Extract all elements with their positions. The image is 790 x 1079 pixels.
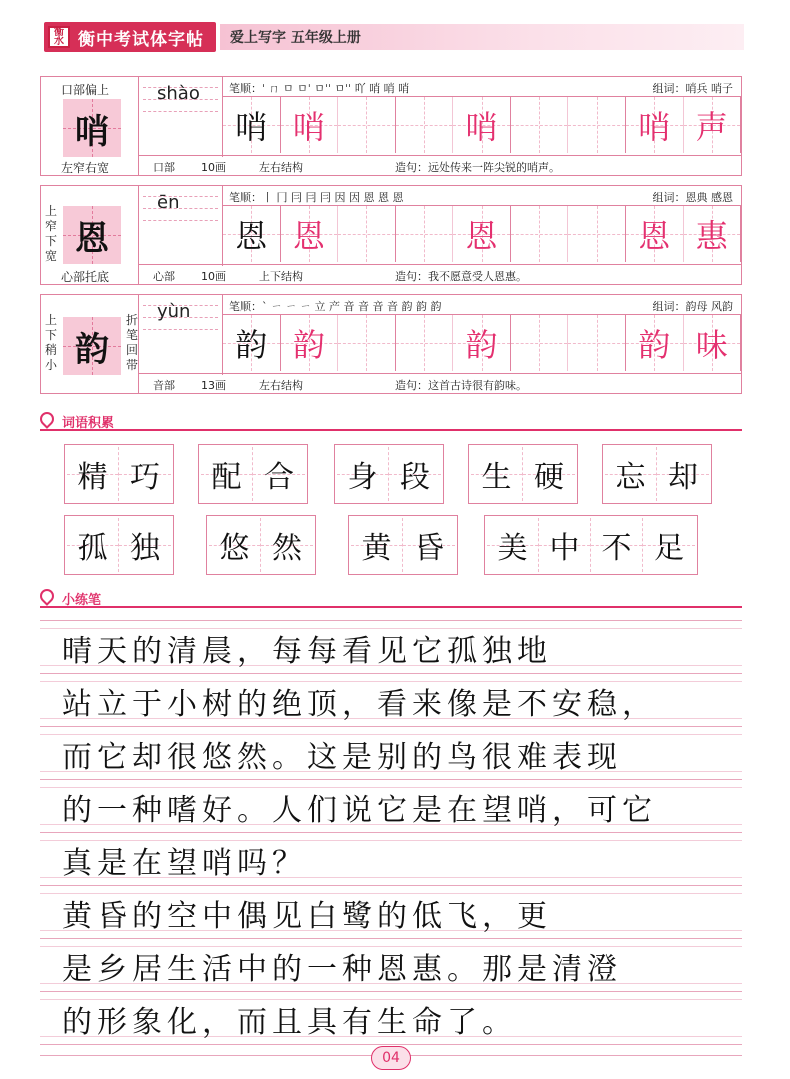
stroke-label: 笔顺：	[229, 191, 262, 204]
tracing-cell[interactable]	[396, 315, 454, 371]
vocab-word-box	[206, 515, 316, 575]
section-divider	[40, 429, 742, 431]
stroke-count: 10画	[201, 161, 226, 174]
pinyin-column	[139, 77, 223, 157]
tracing-cell[interactable]: 恩	[626, 206, 684, 262]
word-examples: 组词：韵母 风韵	[652, 300, 733, 313]
stroke-order: ˋ ㄧ ㄧ ㄧ 立 产 音 音 音 音 韵 韵 韵	[262, 300, 442, 313]
tracing-cell[interactable]	[396, 97, 454, 153]
tracing-cell[interactable]: 声	[684, 97, 742, 153]
passage-line: 的形象化，而且具有生命了。	[62, 1005, 517, 1040]
vocab-word-box	[334, 444, 444, 504]
tracing-cell[interactable]	[338, 315, 396, 371]
structure: 左右结构	[259, 161, 303, 174]
tracing-cell[interactable]: 哨	[453, 97, 511, 153]
vocab-word-box	[64, 515, 174, 575]
character-block	[40, 76, 742, 176]
model-character: 哨	[63, 99, 121, 157]
tracing-cell[interactable]: 韵	[281, 315, 339, 371]
section-divider	[40, 606, 742, 608]
vocab-char-cell: 美	[487, 518, 539, 572]
vocab-char-cell: 段	[389, 447, 441, 501]
stroke-order: ˈ ㄇ ㅁ ㅁˈ ㅁˈˈ ㅁˈˈ 吖 哨 哨 哨	[262, 82, 410, 95]
structure: 上下结构	[259, 270, 303, 283]
pinyin-column	[139, 295, 223, 375]
stroke-label: 笔顺：	[229, 300, 262, 313]
vocab-char-cell: 足	[643, 518, 695, 572]
model-character: 韵	[63, 317, 121, 375]
vocab-word-box	[348, 515, 458, 575]
pinyin-column	[139, 186, 223, 266]
vocab-char-cell: 不	[591, 518, 643, 572]
stroke-order: 丨 冂 冃 冃 冃 因 因 恩 恩 恩	[262, 191, 404, 204]
vocab-char-cell: 配	[201, 447, 253, 501]
vocab-word-box	[468, 444, 578, 504]
passage-line: 的一种嗜好。人们说它是在望哨，可它	[62, 793, 657, 828]
tracing-grid	[223, 206, 741, 262]
vocab-char-cell: 生	[471, 447, 523, 501]
tip-bottom: 左窄右宽	[61, 161, 110, 175]
page-header	[44, 22, 744, 52]
character-model-column	[41, 295, 139, 393]
passage-line: 真是在望哨吗？	[62, 846, 307, 881]
tip-bottom: 心部托底	[61, 270, 110, 284]
tracing-cell[interactable]: 哨	[281, 97, 339, 153]
vocab-char-cell: 却	[657, 447, 709, 501]
header-logo	[44, 22, 216, 52]
pinyin: shào	[157, 83, 200, 104]
model-character: 恩	[63, 206, 121, 264]
radical: 心部	[153, 270, 175, 283]
character-info-row	[139, 264, 741, 284]
vocab-char-cell: 忘	[605, 447, 657, 501]
vocab-char-cell: 悠	[209, 518, 261, 572]
tracing-cell[interactable]: 恩	[223, 206, 281, 262]
passage-line: 而它却很悠然。这是别的鸟很难表现	[62, 740, 622, 775]
character-info-row	[139, 155, 741, 175]
header-title: 衡中考试体字帖	[78, 29, 204, 50]
stroke-count: 10画	[201, 270, 226, 283]
vocab-word-box	[198, 444, 308, 504]
character-block	[40, 185, 742, 285]
tip-right: 折笔回带	[125, 313, 138, 372]
tracing-cell[interactable]: 哨	[626, 97, 684, 153]
vocab-char-cell: 精	[67, 447, 119, 501]
tracing-cell[interactable]: 韵	[626, 315, 684, 371]
vocab-char-cell: 然	[261, 518, 313, 572]
tracing-cell[interactable]	[396, 206, 454, 262]
structure: 左右结构	[259, 379, 303, 392]
character-block	[40, 294, 742, 394]
vocab-char-cell: 身	[337, 447, 389, 501]
example-sentence: 造句：远处传来一阵尖锐的哨声。	[395, 161, 560, 174]
tracing-cell[interactable]: 惠	[684, 206, 742, 262]
passage-line: 黄昏的空中偶见白鹭的低飞，更	[62, 899, 552, 934]
character-model-column	[41, 186, 139, 284]
page-number: 04	[371, 1046, 411, 1070]
passage-line: 站立于小树的绝顶，看来像是不安稳，	[62, 687, 657, 722]
tracing-cell[interactable]: 恩	[281, 206, 339, 262]
vocab-char-cell: 中	[539, 518, 591, 572]
stroke-order-row	[223, 295, 741, 315]
tip-left: 上下稍小	[44, 313, 57, 372]
word-examples: 组词：哨兵 哨子	[652, 82, 733, 95]
vocab-word-box	[64, 444, 174, 504]
vocab-char-cell: 黄	[351, 518, 403, 572]
practice-section-label: 小练笔	[62, 593, 102, 608]
character-info-row	[139, 373, 741, 393]
tracing-cell[interactable]	[568, 97, 626, 153]
tracing-cell[interactable]	[568, 206, 626, 262]
tracing-grid	[223, 97, 741, 153]
tip-left: 上窄下宽	[44, 204, 57, 263]
vocab-char-cell: 昏	[403, 518, 455, 572]
tracing-cell[interactable]: 哨	[223, 97, 281, 153]
passage-line: 晴天的清晨，每每看见它孤独地	[62, 634, 552, 669]
tip-top: 口部偏上	[61, 83, 110, 97]
tracing-grid	[223, 315, 741, 371]
vocab-char-cell: 孤	[67, 518, 119, 572]
pinyin: ēn	[157, 192, 180, 213]
tracing-cell[interactable]	[511, 206, 569, 262]
pin-icon	[37, 409, 57, 429]
pin-icon	[37, 586, 57, 606]
vocab-word-box	[602, 444, 712, 504]
word-examples: 组词：恩典 感恩	[652, 191, 733, 204]
radical: 音部	[153, 379, 175, 392]
practice-section-header	[40, 588, 742, 608]
stroke-order-row	[223, 77, 741, 97]
vocab-char-cell: 合	[253, 447, 305, 501]
vocab-char-cell: 硬	[523, 447, 575, 501]
tracing-cell[interactable]: 韵	[223, 315, 281, 371]
tracing-cell[interactable]: 味	[684, 315, 742, 371]
example-sentence: 造句：这首古诗很有韵味。	[395, 379, 527, 392]
seal-icon: 衡水	[48, 26, 70, 48]
stroke-label: 笔顺：	[229, 82, 262, 95]
stroke-order-row	[223, 186, 741, 206]
pinyin: yùn	[157, 301, 191, 322]
vocab-char-cell: 巧	[119, 447, 171, 501]
vocab-word-box	[484, 515, 698, 575]
vocab-section-header	[40, 411, 742, 431]
practice-lines	[40, 620, 742, 1050]
header-band	[220, 24, 744, 50]
passage-line: 是乡居生活中的一种恩惠。那是清澄	[62, 952, 622, 987]
tracing-cell[interactable]	[568, 315, 626, 371]
header-subtitle: 爱上写字 五年级上册	[230, 30, 361, 46]
tracing-cell[interactable]: 恩	[453, 206, 511, 262]
tracing-cell[interactable]: 韵	[453, 315, 511, 371]
tracing-cell[interactable]	[511, 97, 569, 153]
radical: 口部	[153, 161, 175, 174]
stroke-count: 13画	[201, 379, 226, 392]
tracing-cell[interactable]	[511, 315, 569, 371]
example-sentence: 造句：我不愿意受人恩惠。	[395, 270, 527, 283]
vocab-char-cell: 独	[119, 518, 171, 572]
tracing-cell[interactable]	[338, 97, 396, 153]
vocab-section-label: 词语积累	[62, 416, 115, 431]
tracing-cell[interactable]	[338, 206, 396, 262]
character-model-column	[41, 77, 139, 175]
